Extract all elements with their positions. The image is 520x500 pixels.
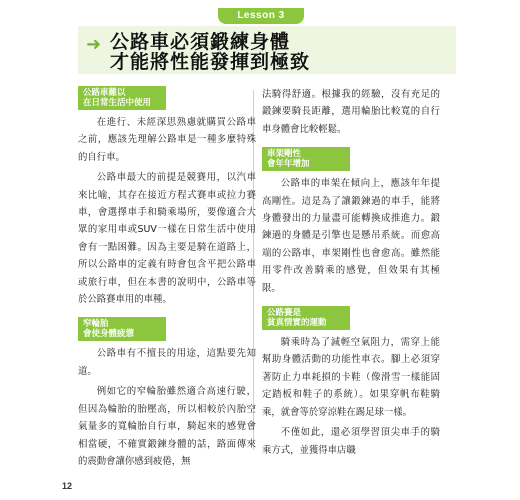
right-column xyxy=(262,86,440,462)
section-heading-road-bike-daily xyxy=(78,86,166,110)
page-title-line1: 公路車必須鍛練身體 xyxy=(110,31,291,53)
left-column xyxy=(78,86,256,473)
section-heading-line: 在日常生活中使用 xyxy=(83,98,152,108)
page-title-line2: 才能將性能發揮到極致 xyxy=(110,51,311,73)
page-number: 12 xyxy=(62,481,73,491)
arrow-icon: ➜ xyxy=(86,34,102,55)
paragraph: 公路車最大的前提是競賽用，以汽車來比喻，其存在接近方程式賽車或拉力賽車，會選擇車手和騎乘場所，要像適合大眾的家用車或SUV一樣在日常生活中使用會有一點困難。因為主要是騎在道路上，所以公路車的定義有時會包含平把公路車或旅行車，但在本書的說明中，公路車等於公路賽車用的車種。 xyxy=(78,172,256,306)
lesson-tab: Lesson 3 xyxy=(218,8,304,24)
paragraph: 在進行、未經深思熟慮就購買公路車之前，應該先理解公路車是一種多麼特殊的自行車。 xyxy=(78,117,256,163)
section-heading-line: 會使身體疲憊 xyxy=(83,329,135,340)
section-heading-road-race xyxy=(262,306,350,330)
paragraph: 騎乘時為了減輕空氣阻力，需穿上能幫助身體活動的功能性車衣。腳上必須穿著防止力車耗損的卡鞋（像滑雪一樣能固定踏板和鞋子的系統）。如果穿帆布鞋騎乘，就會等於穿涼鞋在踢足球一樣。 xyxy=(262,337,440,418)
paragraph-continued: 法騎得舒適。根據我的經驗，沒有充足的鍛鍊要騎長距離，選用輪胎比較寬的自行車身體會比較輕鬆。 xyxy=(262,89,440,135)
section-heading-frame-stiffness xyxy=(262,147,350,171)
paragraph: 公路車的車架在傾向上，應該年年提高剛性。這是為了讓鍛鍊過的車手，能將身體發出的力量盡可能轉換成推進力。鍛鍊過的身體是引擎也是懸吊系統。而愈高端的公路車，車架剛性也會愈高。雖然能用零件改善騎乘的感覺，但效果有其極限。 xyxy=(262,178,440,294)
section-heading-narrow-tires xyxy=(78,317,166,341)
section-heading-line: 車架剛性 xyxy=(267,149,302,160)
section-heading-line: 公路賽是 xyxy=(267,308,302,319)
paragraph: 不僅如此，還必須學習頂尖車手的騎乘方式，並獲得車店職 xyxy=(262,427,440,456)
section-heading-line: 會年年增加 xyxy=(267,159,310,170)
section-heading-line: 窄輪胎 xyxy=(83,319,109,330)
section-heading-line: 公路車難以 xyxy=(83,88,126,98)
section-heading-line: 貧真情實的運動 xyxy=(267,318,327,329)
paragraph: 例如它的窄輪胎雖然適合高速行駛，但因為輪胎的胎壓高，所以相較於內胎空氣量多的寬輪胎自行車，騎起來的感覺會相當硬，不確實鍛鍊身體的話，路面傳來的震動會讓你感到疲倦，無 xyxy=(78,386,256,467)
paragraph: 公路車有不擅長的用途，這點要先知道。 xyxy=(78,348,256,377)
